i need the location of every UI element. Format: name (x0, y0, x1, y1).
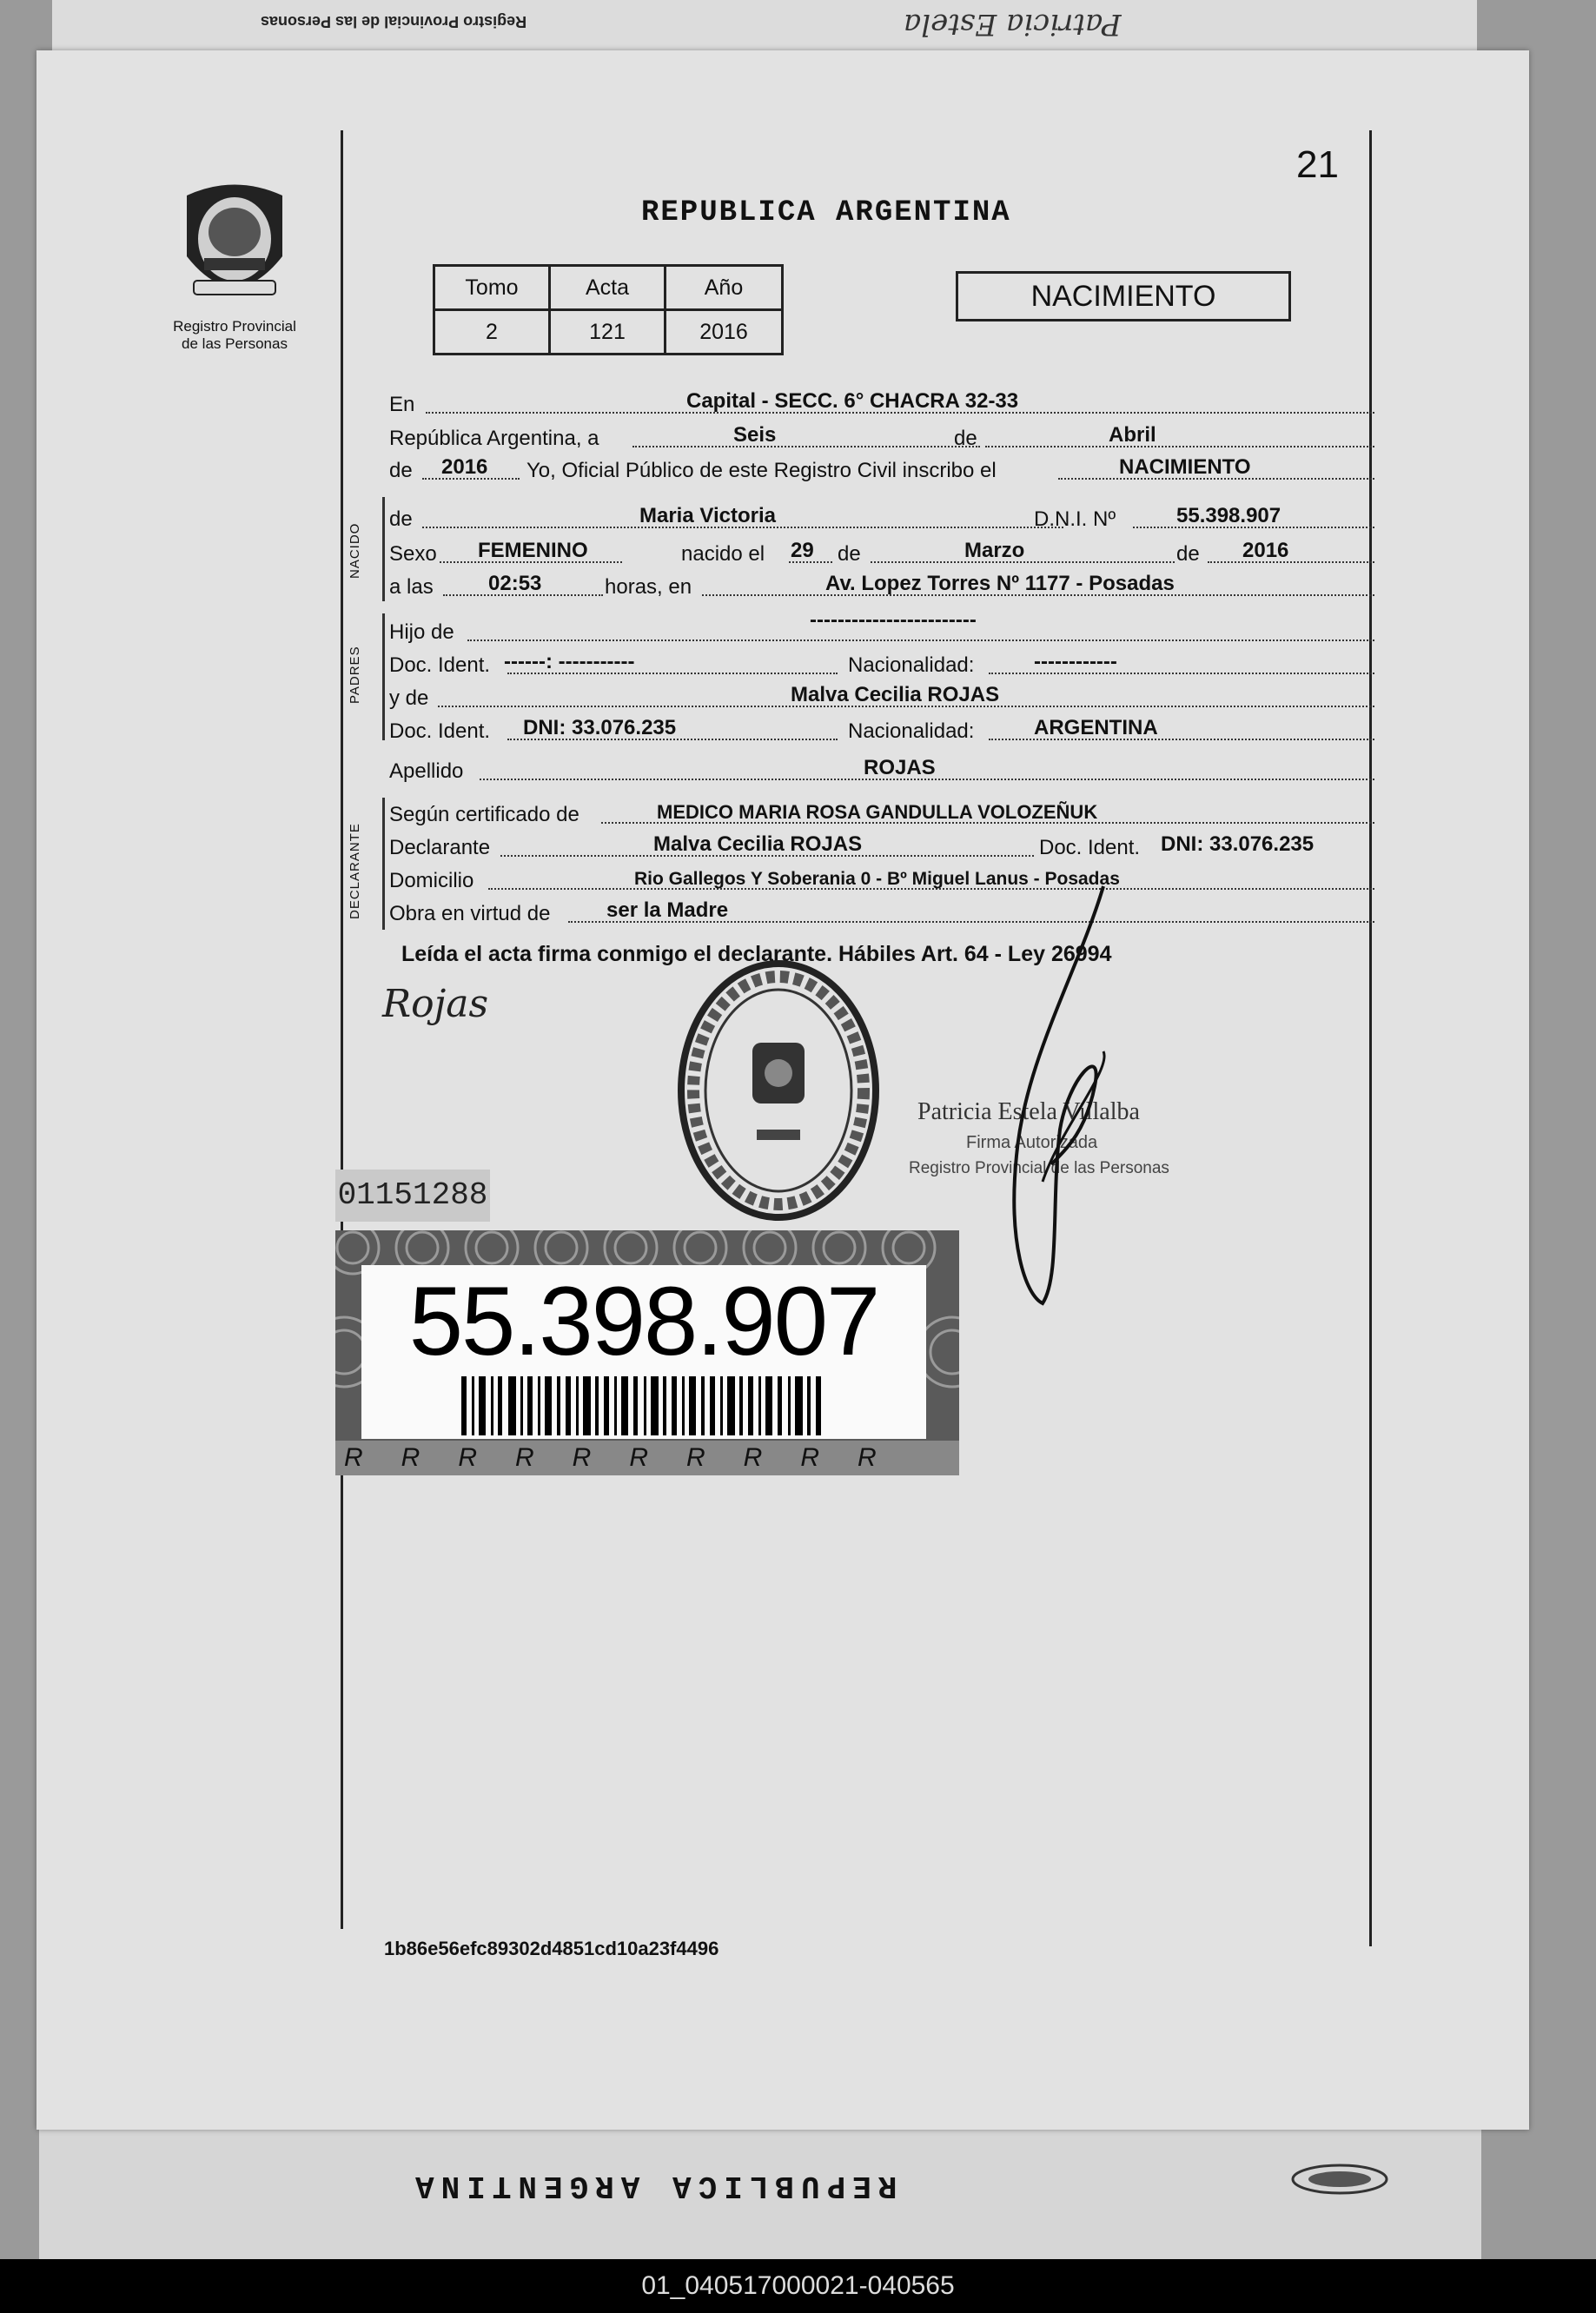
label-apellido: Apellido (389, 759, 464, 783)
value-birth-place: Av. Lopez Torres Nº 1177 - Posadas (825, 572, 1175, 595)
sticker-label (361, 1265, 926, 1439)
value-name: Maria Victoria (639, 504, 776, 527)
label-statement: Yo, Oficial Público de este Registro Civil inscribo el (526, 459, 997, 482)
province-shield-icon (178, 178, 291, 308)
official-name: Patricia Estela Villalba (917, 1098, 1140, 1125)
label-republic: República Argentina, a (389, 427, 599, 450)
label-father-nationality: Nacionalidad: (848, 653, 975, 677)
official-signature-icon (990, 869, 1121, 1321)
document-type-box: NACIMIENTO (956, 271, 1291, 321)
label-de-name: de (389, 507, 413, 531)
registry-label-line1: Registro Provincial (173, 318, 296, 335)
registry-label-line2: de las Personas (182, 335, 288, 352)
section-label-padres: PADRES (348, 646, 362, 704)
value-acta: 121 (550, 310, 666, 355)
row-sex (389, 537, 1338, 568)
header-anio: Año (666, 266, 783, 310)
row-address (389, 864, 1338, 895)
value-birth-month: Marzo (964, 539, 1025, 562)
reference-table (433, 264, 784, 355)
row-surname (389, 754, 1338, 785)
label-mother-nationality: Nacionalidad: (848, 719, 975, 743)
barcode-icon (461, 1376, 826, 1435)
label-certificate: Según certificado de (389, 803, 579, 826)
value-year: 2016 (441, 455, 488, 479)
label-declarant-doc: Doc. Ident. (1039, 836, 1141, 859)
reference-table-header (434, 266, 783, 310)
value-sexo: FEMENINO (478, 539, 588, 562)
label-de-year: de (389, 459, 413, 482)
label-at: a las (389, 575, 434, 599)
value-mother-doc: DNI: 33.076.235 (523, 716, 677, 739)
value-month: Abril (1109, 423, 1156, 447)
row-name (389, 502, 1338, 534)
label-born: nacido el (681, 542, 765, 566)
section-label-declarante: DECLARANTE (348, 823, 362, 919)
value-birth-day: 29 (791, 539, 814, 562)
label-sexo: Sexo (389, 542, 437, 566)
right-margin-line (1369, 130, 1372, 1946)
left-margin-line (341, 130, 343, 1929)
label-hours: horas, en (605, 575, 692, 599)
label-en: En (389, 393, 415, 416)
value-declarant-doc: DNI: 33.076.235 (1161, 832, 1315, 856)
header-tomo: Tomo (434, 266, 550, 310)
value-certificate: MEDICO MARIA ROSA GANDULLA VOLOZEÑUK (657, 801, 1098, 823)
value-father-doc: ------: ----------- (504, 650, 635, 673)
value-tomo: 2 (434, 310, 550, 355)
row-certificate (389, 798, 1338, 829)
label-dni: D.N.I. Nº (1034, 507, 1116, 531)
footer-code: 01_040517000021-040565 (0, 2259, 1596, 2313)
value-birth-year: 2016 (1242, 539, 1289, 562)
value-address: Rio Gallegos Y Soberania 0 - Bº Miguel Lanus - Posadas (634, 869, 1120, 889)
value-father: ------------------------ (810, 608, 977, 632)
official-role: Firma Autorizada (966, 1133, 1098, 1152)
row-time (389, 570, 1338, 601)
value-mother-nationality: ARGENTINA (1034, 716, 1158, 739)
country-title: REPUBLICA ARGENTINA (641, 196, 1011, 229)
registry-label (156, 318, 313, 353)
value-father-nationality: ------------ (1034, 650, 1117, 673)
official-seal-icon (674, 956, 883, 1225)
label-father-doc: Doc. Ident. (389, 653, 491, 677)
label-de: de (954, 427, 977, 450)
background-sheet-text: Registro Provincial de las Personas (261, 13, 527, 30)
reference-table-values (434, 310, 783, 355)
row-mother-doc (389, 714, 1338, 746)
declarant-signature: Rojas (382, 982, 489, 1026)
label-hijo: Hijo de (389, 620, 454, 644)
label-virtue: Obra en virtud de (389, 902, 551, 925)
dni-large-number: 55.398.907 (408, 1267, 879, 1375)
row-virtue (389, 897, 1338, 928)
page-number: 21 (1296, 143, 1339, 186)
row-father (389, 608, 1338, 646)
label-mother-doc: Doc. Ident. (389, 719, 491, 743)
row-father-doc (389, 648, 1338, 679)
value-dni: 55.398.907 (1176, 504, 1281, 527)
row-date (389, 421, 1338, 453)
label-de-month: de (838, 542, 861, 566)
bottom-emblem-icon (1289, 2162, 1390, 2197)
background-sheet-signature: Patricia Estela (904, 7, 1122, 42)
value-place: Capital - SECC. 6° CHACRA 32-33 (686, 389, 1019, 413)
value-time: 02:53 (488, 572, 542, 595)
row-mother (389, 681, 1338, 712)
sticker-security-letters: RRRRRRRRRR (335, 1441, 959, 1475)
label-address: Domicilio (389, 869, 474, 892)
value-declarant: Malva Cecilia ROJAS (653, 832, 863, 856)
header-acta: Acta (550, 266, 666, 310)
label-declarant: Declarante (389, 836, 491, 859)
bottom-sheet-title: REPUBLICA ARGENTINA (408, 2168, 897, 2204)
serial-number: 01151288 (335, 1170, 490, 1222)
value-day: Seis (733, 423, 777, 447)
row-place (389, 388, 1338, 419)
row-declarant (389, 831, 1338, 862)
value-event: NACIMIENTO (1119, 455, 1251, 479)
label-de-birthyear: de (1176, 542, 1200, 566)
section-label-nacido: NACIDO (348, 522, 362, 579)
label-y-de: y de (389, 686, 429, 710)
value-mother: Malva Cecilia ROJAS (791, 683, 1000, 706)
row-year (389, 454, 1338, 485)
dni-sticker (335, 1230, 959, 1475)
value-virtue: ser la Madre (606, 898, 729, 922)
official-registry: Registro Provincial de las Personas (909, 1159, 1169, 1177)
value-apellido: ROJAS (864, 756, 936, 779)
document-hash: 1b86e56efc89302d4851cd10a23f4496 (384, 1938, 719, 1959)
closing-statement: Leída el acta firma conmigo el declarante. Hábiles Art. 64 - Ley 26994 (401, 942, 1112, 966)
value-anio: 2016 (666, 310, 783, 355)
